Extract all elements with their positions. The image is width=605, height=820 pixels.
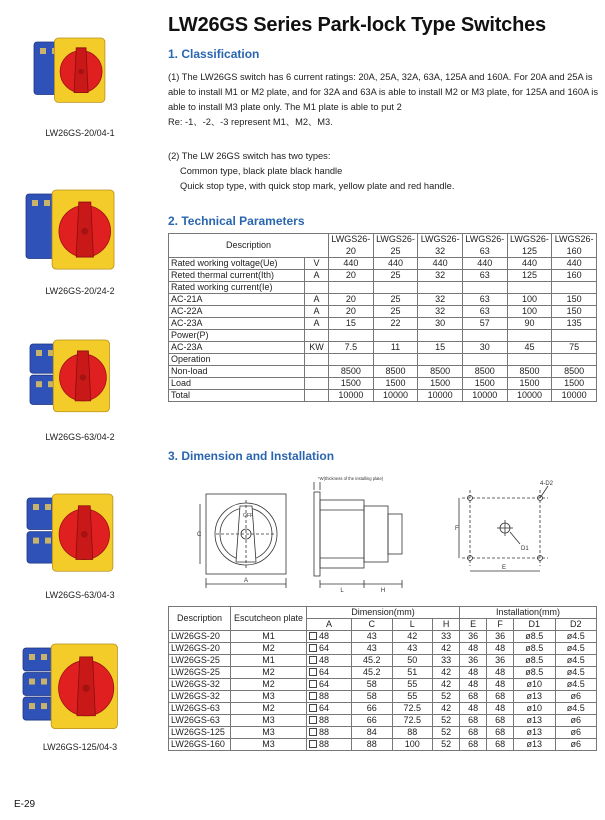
classification-text-1 (168, 70, 600, 130)
tech-row-unit (305, 390, 329, 402)
tech-cell (552, 354, 597, 366)
tech-row (169, 390, 597, 402)
square-plate-icon (309, 632, 317, 640)
dim-label-h: H (380, 588, 386, 594)
tech-row-desc: Operation (169, 354, 305, 366)
tech-cell: 10000 (552, 390, 597, 402)
tech-row (169, 354, 597, 366)
dim-row-desc: LW26GS-20 (169, 643, 231, 655)
dim-cell-d2: ø6 (555, 727, 596, 739)
dial-label: OFF (243, 513, 253, 519)
tech-cell: 1500 (373, 378, 418, 390)
tech-model-rating: 25 (373, 246, 418, 258)
tech-cell: 440 (329, 258, 374, 270)
dim-cell-e: 48 (460, 703, 487, 715)
tech-cell: 440 (462, 258, 507, 270)
dim-row-plate: M2 (231, 643, 307, 655)
tech-model-top: LWGS26- (552, 234, 597, 246)
dim-cell-h: 42 (433, 667, 460, 679)
tech-cell (329, 354, 374, 366)
tech-cell (507, 282, 552, 294)
tech-cell: 1500 (329, 378, 374, 390)
tech-cell: 100 (507, 306, 552, 318)
tech-cell: 20 (329, 270, 374, 282)
dim-cell-h: 52 (433, 727, 460, 739)
dim-row-plate: M1 (231, 655, 307, 667)
dim-cell-h: 33 (433, 631, 460, 643)
dim-cell-e: 48 (460, 667, 487, 679)
dim-row-plate: M3 (231, 691, 307, 703)
dim-cell-l: 42 (392, 631, 433, 643)
tech-cell: 63 (462, 270, 507, 282)
classification-text-2 (168, 149, 600, 194)
dim-cell-h: 42 (433, 643, 460, 655)
tech-cell: 440 (373, 258, 418, 270)
tech-cell: 15 (329, 318, 374, 330)
dim-row-plate: M2 (231, 667, 307, 679)
dim-subheader: C (352, 619, 393, 631)
dim-cell-d1: ø8.5 (514, 667, 555, 679)
dim-cell-l: 51 (392, 667, 433, 679)
dim-cell-l: 43 (392, 643, 433, 655)
dim-cell-f: 36 (487, 655, 514, 667)
dim-row-desc: LW26GS-25 (169, 667, 231, 679)
dim-row-desc: LW26GS-32 (169, 679, 231, 691)
dim-row-desc: LW26GS-160 (169, 739, 231, 751)
dim-cell-d2: ø6 (555, 739, 596, 751)
dimension-drawing (196, 470, 446, 600)
dim-row (169, 691, 597, 703)
dim-cell-a (307, 631, 352, 643)
tech-row-desc: Rated working voltage(Ue) (169, 258, 305, 270)
tech-cell: 7.5 (329, 342, 374, 354)
product-caption: LW26GS-20/24-2 (45, 286, 115, 296)
tech-cell: 440 (507, 258, 552, 270)
tech-cell: 20 (329, 306, 374, 318)
dim-cell-a (307, 739, 352, 751)
inst-label-f: F (455, 526, 459, 532)
dim-cell-a (307, 643, 352, 655)
tech-cell: 30 (418, 318, 463, 330)
dim-cell-d1: ø8.5 (514, 643, 555, 655)
tech-row (169, 294, 597, 306)
dim-row (169, 667, 597, 679)
square-plate-icon (309, 728, 317, 736)
dim-cell-e: 36 (460, 655, 487, 667)
dim-row (169, 703, 597, 715)
dim-cell-e: 68 (460, 715, 487, 727)
tech-cell (373, 282, 418, 294)
tech-row-desc: AC-23A (169, 318, 305, 330)
tech-model-rating: 63 (462, 246, 507, 258)
dim-row (169, 679, 597, 691)
dim-row-plate: M1 (231, 631, 307, 643)
dim-cell-c: 58 (352, 679, 393, 691)
tech-cell: 8500 (552, 366, 597, 378)
square-plate-icon (309, 716, 317, 724)
dim-value-a: 88 (319, 739, 330, 749)
tech-row-desc: AC-22A (169, 306, 305, 318)
dim-cell-c: 43 (352, 631, 393, 643)
dim-cell-a (307, 703, 352, 715)
tech-desc-header: Description (169, 234, 329, 258)
dim-cell-e: 68 (460, 727, 487, 739)
dim-cell-c: 84 (352, 727, 393, 739)
tech-row (169, 366, 597, 378)
dim-cell-l: 50 (392, 655, 433, 667)
switch-photo (22, 186, 138, 282)
dim-cell-h: 52 (433, 715, 460, 727)
dim-row-desc: LW26GS-125 (169, 727, 231, 739)
product-caption: LW26GS-63/04-2 (45, 432, 115, 442)
classification-p1: (1) The LW26GS switch has 6 current ratings: 20A, 25A, 32A, 63A, 125A and 160A. For 20A and 25A is able to install M1 or M2 plate, and for 32A and 63A is able to install M2 or M3 plate, for 125A and 160A is able to install M3 plate only. The M1 plate is able to put 2 (168, 72, 598, 112)
tech-cell: 10000 (462, 390, 507, 402)
dim-value-a: 88 (319, 727, 330, 737)
product-caption: LW26GS-63/04-3 (45, 590, 115, 600)
tech-model-top: LWGS26- (373, 234, 418, 246)
dim-row (169, 643, 597, 655)
dim-cell-d1: ø13 (514, 727, 555, 739)
dim-cell-a (307, 667, 352, 679)
tech-cell: 45 (507, 342, 552, 354)
dim-cell-h: 52 (433, 739, 460, 751)
dim-cell-d2: ø4.5 (555, 655, 596, 667)
page-title: LW26GS Series Park-lock Type Switches (168, 14, 546, 36)
tech-cell: 90 (507, 318, 552, 330)
tech-row-unit (305, 366, 329, 378)
dim-cell-a (307, 679, 352, 691)
dim-cell-h: 33 (433, 655, 460, 667)
tech-model-rating: 125 (507, 246, 552, 258)
tech-cell: 440 (418, 258, 463, 270)
thickness-note: *W(thickness of the installing plate) (318, 476, 384, 481)
tech-cell (552, 330, 597, 342)
dim-cell-c: 66 (352, 715, 393, 727)
dim-cell-f: 68 (487, 739, 514, 751)
tech-cell: 8500 (462, 366, 507, 378)
dim-cell-d2: ø6 (555, 715, 596, 727)
tech-row-unit: KW (305, 342, 329, 354)
dim-cell-e: 48 (460, 643, 487, 655)
dim-cell-l: 72.5 (392, 715, 433, 727)
square-plate-icon (309, 668, 317, 676)
tech-cell: 10000 (418, 390, 463, 402)
tech-row (169, 330, 597, 342)
tech-model-top: LWGS26- (329, 234, 374, 246)
dim-row (169, 727, 597, 739)
technical-table (168, 233, 597, 402)
classification-p2: (2) The LW 26GS switch has two types: (168, 151, 331, 161)
dim-value-a: 48 (319, 655, 330, 665)
switch-photo (19, 640, 141, 742)
tech-cell (373, 330, 418, 342)
dim-cell-f: 68 (487, 727, 514, 739)
dim-label-a: A (243, 578, 249, 584)
tech-cell (462, 282, 507, 294)
square-plate-icon (309, 680, 317, 688)
page-number: E-29 (14, 799, 36, 810)
tech-cell (507, 354, 552, 366)
dim-row-desc: LW26GS-20 (169, 631, 231, 643)
tech-row-desc: Power(P) (169, 330, 305, 342)
inst-label-d2: 4-D2 (540, 481, 554, 487)
tech-cell: 1500 (507, 378, 552, 390)
tech-cell: 150 (552, 306, 597, 318)
dim-row-plate: M2 (231, 703, 307, 715)
tech-cell: 20 (329, 294, 374, 306)
dim-cell-d2: ø4.5 (555, 643, 596, 655)
dim-row-plate: M3 (231, 727, 307, 739)
tech-cell (329, 330, 374, 342)
tech-cell (462, 330, 507, 342)
dim-row (169, 739, 597, 751)
tech-cell: 135 (552, 318, 597, 330)
tech-cell: 160 (552, 270, 597, 282)
product-caption: LW26GS-125/04-3 (42, 742, 118, 752)
tech-cell: 125 (507, 270, 552, 282)
tech-row-unit: A (305, 318, 329, 330)
installation-drawing (452, 478, 572, 578)
dim-cell-d1: ø13 (514, 715, 555, 727)
tech-model-top: LWGS26- (462, 234, 507, 246)
dim-cell-a (307, 715, 352, 727)
tech-row (169, 258, 597, 270)
dim-cell-d1: ø8.5 (514, 631, 555, 643)
dimension-heading: 3. Dimension and Installation (168, 449, 335, 463)
dim-cell-a (307, 691, 352, 703)
dim-subheader: F (487, 619, 514, 631)
tech-row-unit: V (305, 258, 329, 270)
tech-row-unit (305, 378, 329, 390)
dim-cell-a (307, 727, 352, 739)
dim-cell-c: 45.2 (352, 667, 393, 679)
dim-row-plate: M3 (231, 739, 307, 751)
dim-cell-l: 100 (392, 739, 433, 751)
tech-cell: 1500 (462, 378, 507, 390)
dim-subheader: A (307, 619, 352, 631)
tech-row-desc: Total (169, 390, 305, 402)
tech-row-desc: Reted thermal current(Ith) (169, 270, 305, 282)
dim-cell-c: 66 (352, 703, 393, 715)
tech-row-unit (305, 282, 329, 294)
tech-model-top: LWGS26- (507, 234, 552, 246)
dim-desc-header: Description (169, 607, 231, 631)
tech-row (169, 378, 597, 390)
tech-row-desc: AC-23A (169, 342, 305, 354)
inst-label-d1: D1 (521, 546, 529, 552)
square-plate-icon (309, 704, 317, 712)
technical-heading: 2. Technical Parameters (168, 214, 305, 228)
dim-row (169, 715, 597, 727)
dim-row (169, 655, 597, 667)
dim-cell-e: 48 (460, 679, 487, 691)
dim-cell-c: 88 (352, 739, 393, 751)
dim-cell-f: 48 (487, 679, 514, 691)
dim-cell-l: 55 (392, 679, 433, 691)
dim-row (169, 631, 597, 643)
dim-cell-f: 68 (487, 691, 514, 703)
dim-cell-h: 52 (433, 691, 460, 703)
dim-cell-f: 48 (487, 703, 514, 715)
dim-cell-h: 42 (433, 703, 460, 715)
tech-row (169, 282, 597, 294)
tech-cell: 11 (373, 342, 418, 354)
tech-row-desc: AC-21A (169, 294, 305, 306)
dim-plate-header: Escutcheon plate (231, 607, 307, 631)
dim-value-a: 64 (319, 679, 330, 689)
tech-cell: 150 (552, 294, 597, 306)
switch-photo (26, 336, 134, 424)
tech-cell: 10000 (373, 390, 418, 402)
dim-cell-d2: ø6 (555, 691, 596, 703)
dim-dimension-header: Dimension(mm) (307, 607, 460, 619)
tech-cell: 63 (462, 306, 507, 318)
tech-cell: 1500 (552, 378, 597, 390)
tech-cell: 8500 (373, 366, 418, 378)
tech-row-unit (305, 354, 329, 366)
switch-photo (23, 490, 137, 584)
tech-cell (373, 354, 418, 366)
tech-cell: 32 (418, 294, 463, 306)
dim-row-desc: LW26GS-63 (169, 703, 231, 715)
tech-model-rating: 20 (329, 246, 374, 258)
tech-cell: 8500 (329, 366, 374, 378)
dim-subheader: H (433, 619, 460, 631)
square-plate-icon (309, 656, 317, 664)
tech-cell (462, 354, 507, 366)
dim-cell-d1: ø13 (514, 739, 555, 751)
tech-model-rating: 32 (418, 246, 463, 258)
tech-model-rating: 160 (552, 246, 597, 258)
dim-cell-l: 88 (392, 727, 433, 739)
classification-p2a: Common type, black plate black handle (180, 166, 343, 176)
dim-cell-c: 43 (352, 643, 393, 655)
tech-cell: 15 (418, 342, 463, 354)
dim-cell-f: 48 (487, 667, 514, 679)
dim-subheader: D1 (514, 619, 555, 631)
tech-cell (418, 354, 463, 366)
dim-row-desc: LW26GS-25 (169, 655, 231, 667)
tech-cell: 25 (373, 294, 418, 306)
dim-row-plate: M2 (231, 679, 307, 691)
tech-model-top: LWGS26- (418, 234, 463, 246)
tech-row-unit: A (305, 306, 329, 318)
dim-cell-f: 48 (487, 643, 514, 655)
tech-row-unit: A (305, 294, 329, 306)
dim-installation-header: Installation(mm) (460, 607, 597, 619)
tech-row-unit: A (305, 270, 329, 282)
tech-cell (552, 282, 597, 294)
dim-subheader: L (392, 619, 433, 631)
dim-cell-d1: ø8.5 (514, 655, 555, 667)
dim-subheader: E (460, 619, 487, 631)
tech-cell: 22 (373, 318, 418, 330)
tech-row-desc: Rated working current(Ie) (169, 282, 305, 294)
tech-cell (329, 282, 374, 294)
dim-cell-e: 36 (460, 631, 487, 643)
tech-cell: 32 (418, 306, 463, 318)
classification-heading: 1. Classification (168, 47, 260, 61)
tech-row-desc: Load (169, 378, 305, 390)
tech-cell (418, 282, 463, 294)
tech-row (169, 342, 597, 354)
dim-cell-d2: ø4.5 (555, 703, 596, 715)
dim-cell-h: 42 (433, 679, 460, 691)
tech-cell: 75 (552, 342, 597, 354)
tech-cell: 8500 (507, 366, 552, 378)
dim-value-a: 88 (319, 715, 330, 725)
tech-cell: 25 (373, 270, 418, 282)
tech-cell: 32 (418, 270, 463, 282)
dimension-table (168, 606, 597, 751)
tech-cell: 10000 (507, 390, 552, 402)
product-caption: LW26GS-20/04-1 (45, 128, 115, 138)
dim-cell-d1: ø13 (514, 691, 555, 703)
dim-value-a: 88 (319, 691, 330, 701)
dim-value-a: 64 (319, 643, 330, 653)
classification-p2b: Quick stop type, with quick stop mark, yellow plate and red handle. (180, 181, 455, 191)
dim-cell-d1: ø10 (514, 679, 555, 691)
dim-cell-a (307, 655, 352, 667)
square-plate-icon (309, 644, 317, 652)
dim-cell-c: 58 (352, 691, 393, 703)
dim-cell-e: 68 (460, 739, 487, 751)
dim-value-a: 64 (319, 667, 330, 677)
tech-cell: 57 (462, 318, 507, 330)
tech-cell: 100 (507, 294, 552, 306)
tech-cell: 10000 (329, 390, 374, 402)
tech-row (169, 270, 597, 282)
tech-cell: 30 (462, 342, 507, 354)
dim-row-desc: LW26GS-32 (169, 691, 231, 703)
tech-row (169, 306, 597, 318)
tech-row-unit (305, 330, 329, 342)
tech-cell: 8500 (418, 366, 463, 378)
dim-subheader: D2 (555, 619, 596, 631)
square-plate-icon (309, 740, 317, 748)
inst-label-e: E (502, 565, 507, 571)
tech-row (169, 318, 597, 330)
tech-row-desc: Non-load (169, 366, 305, 378)
dim-cell-c: 45.2 (352, 655, 393, 667)
tech-cell: 1500 (418, 378, 463, 390)
dim-cell-f: 68 (487, 715, 514, 727)
dim-row-plate: M3 (231, 715, 307, 727)
tech-cell (507, 330, 552, 342)
dim-cell-d2: ø4.5 (555, 631, 596, 643)
dim-cell-f: 36 (487, 631, 514, 643)
dim-row-desc: LW26GS-63 (169, 715, 231, 727)
dim-value-a: 48 (319, 631, 330, 641)
square-plate-icon (309, 692, 317, 700)
dim-cell-d2: ø4.5 (555, 679, 596, 691)
tech-cell (418, 330, 463, 342)
dim-cell-d1: ø10 (514, 703, 555, 715)
dim-cell-e: 68 (460, 691, 487, 703)
dim-value-a: 64 (319, 703, 330, 713)
dim-cell-l: 72.5 (392, 703, 433, 715)
tech-cell: 25 (373, 306, 418, 318)
classification-p1b: Re: -1、-2、-3 represent M1、M2、M3. (168, 117, 333, 127)
dim-label-l: L (340, 588, 344, 594)
switch-photo (30, 34, 130, 114)
dim-label-c: C (197, 532, 202, 538)
tech-cell: 440 (552, 258, 597, 270)
dim-cell-d2: ø4.5 (555, 667, 596, 679)
tech-cell: 63 (462, 294, 507, 306)
dim-cell-l: 55 (392, 691, 433, 703)
